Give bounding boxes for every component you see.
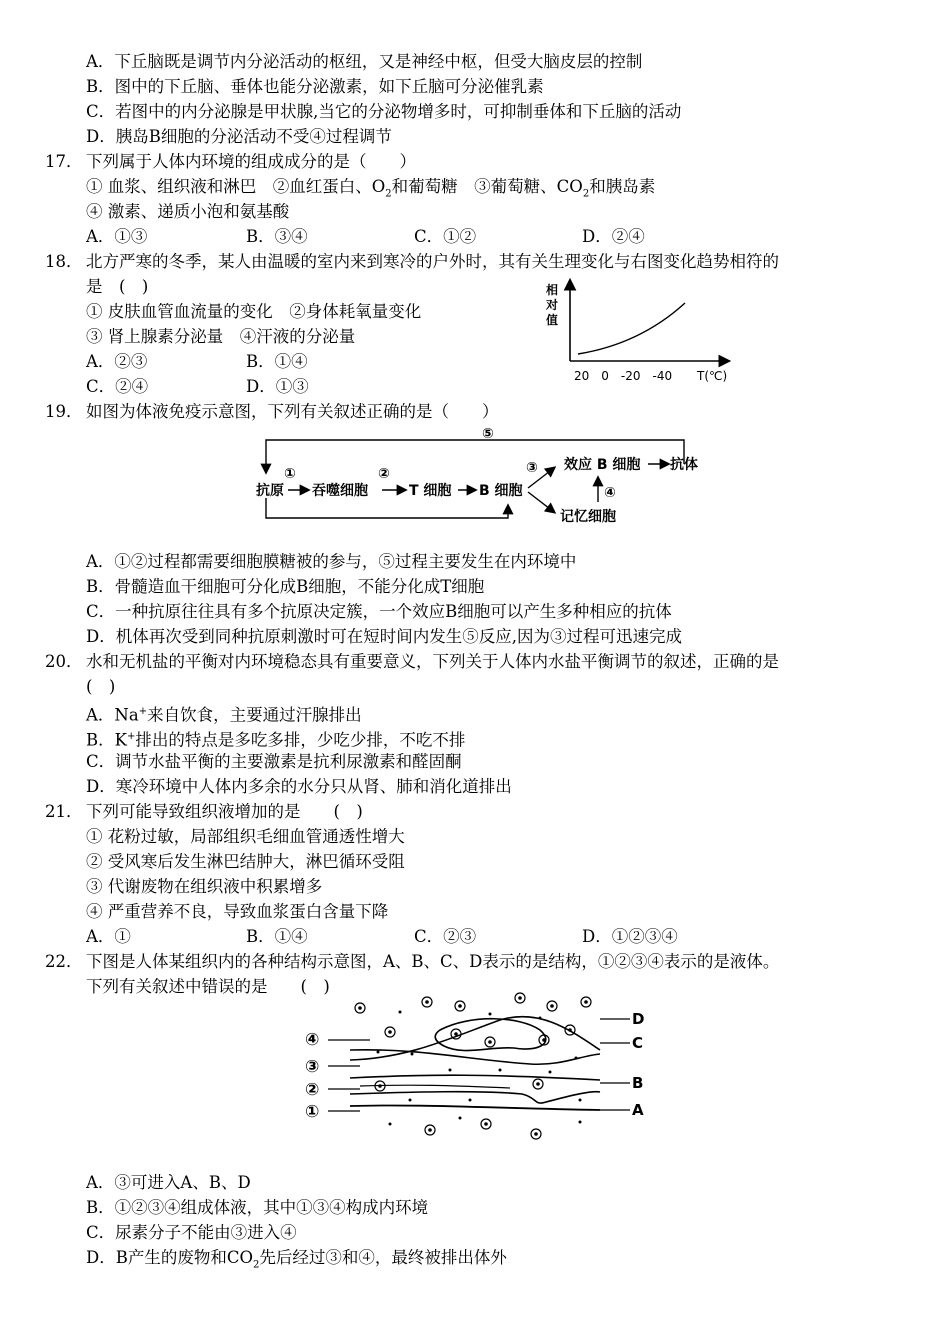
label-structure-c: C [632,1034,644,1052]
q17-stem: 下列属于人体内环境的组成成分的是（ ） [86,152,416,171]
q18-stem-cont: 是 ( ) [86,277,149,296]
label-fluid-2: ② [305,1080,320,1100]
q18-trend-chart [540,276,740,386]
q22-option-c: C．尿素分子不能由③进入④ [86,1223,297,1242]
label-2: ② [378,466,390,482]
blood-cells [355,993,591,1139]
q16-option-c: C．若图中的内分泌腺是甲状腺,当它的分泌物增多时，可抑制垂体和下丘脑的活动 [86,102,682,121]
x-tick-labels: 20 0 -20 -40 [574,369,673,383]
q17-item-1: ① 血浆、组织液和淋巴 ②血红蛋白、$O_2$和葡萄糖 ③葡萄糖、$CO_2$和胰岛素 [86,177,656,200]
node-antigen: 抗原 [256,483,284,499]
node-t-cell: T 细胞 [409,483,452,499]
q22-option-d: D．B产生的废物和$CO_2$先后经过③和④，最终被排出体外 [86,1248,507,1271]
node-memory-cell: 记忆细胞 [560,509,616,525]
q21-number: 21． [45,802,83,821]
label-5: ⑤ [482,426,494,442]
q21-option-d: D．①②③④ [582,927,678,946]
label-fluid-1: ① [305,1102,320,1122]
q19-option-d: D．机体再次受到同种抗原刺激时可在短时间内发生⑤反应,因为③过程可迅速完成 [86,627,682,646]
q20-stem: 水和无机盐的平衡对内环境稳态具有重要意义，下列关于人体内水盐平衡调节的叙述，正确的是 [86,652,779,671]
q21-item-3: ③ 代谢废物在组织液中积累增多 [86,877,323,896]
q18-item-1: ① 皮肤血管血流量的变化 ②身体耗氧量变化 [86,302,422,321]
q16-option-a: A．下丘脑既是调节内分泌活动的枢纽，又是神经中枢，但受大脑皮层的控制 [86,52,643,71]
q17-item-2: ④ 激素、递质小泡和氨基酸 [86,202,290,221]
q18-number: 18． [45,252,83,271]
q16-option-b: B．图中的下丘脑、垂体也能分泌激素，如下丘脑可分泌催乳素 [86,77,544,96]
q21-item-4: ④ 严重营养不良，导致血浆蛋白含量下降 [86,902,389,921]
q17-number: 17． [45,152,83,171]
q17-option-b: B．③④ [246,227,308,246]
q19-immune-diagram [250,424,720,530]
y-label-2: 对 [546,298,559,312]
y-label-1: 相 [546,283,559,297]
q19-option-a: A．①②过程都需要细胞膜糖被的参与，⑤过程主要发生在内环境中 [86,552,577,571]
q18-option-d: D．①③ [246,377,309,396]
q21-item-1: ① 花粉过敏，局部组织毛细血管通透性增大 [86,827,405,846]
q18-option-b: B．①④ [246,352,308,371]
label-fluid-3: ③ [305,1057,320,1077]
q21-stem: 下列可能导致组织液增加的是 ( ) [86,802,363,821]
q22-stem: 下图是人体某组织内的各种结构示意图，A、B、C、D表示的是结构，①②③④表示的是液体。 [86,952,780,971]
q22-option-a: A．③可进入A、B、D [86,1173,251,1192]
q19-stem: 如图为体液免疫示意图，下列有关叙述正确的是（ ） [86,402,499,421]
q17-option-d: D．②④ [582,227,645,246]
lymph-vessel [350,1017,600,1060]
q16-option-d: D．胰岛B细胞的分泌活动不受④过程调节 [86,127,392,146]
label-1: ① [284,466,296,482]
q17-option-a: A．①③ [86,227,148,246]
node-effector-b-cell: 效应 B 细胞 [564,457,641,473]
q19-option-c: C．一种抗原往往具有多个抗原决定簇，一个效应B细胞可以产生多种相应的抗体 [86,602,672,621]
x-axis-label: T(℃) [697,369,728,383]
direct-antigen-line [266,498,508,518]
q17-option-c: C．①② [414,227,477,246]
label-structure-a: A [632,1101,644,1119]
node-b-cell: B 细胞 [479,483,523,499]
q21-option-b: B．①④ [246,927,308,946]
q20-number: 20． [45,652,83,671]
q22-option-b: B．①②③④组成体液，其中①③④构成内环境 [86,1198,429,1217]
q20-option-c: C．调节水盐平衡的主要激素是抗利尿激素和醛固酮 [86,752,462,771]
label-fluid-4: ④ [305,1030,320,1050]
node-phagocyte: 吞噬细胞 [312,483,368,499]
q20-option-b: B．K+排出的特点是多吃多排，少吃少排，不吃不排 [86,730,466,750]
q19-number: 19． [45,402,83,421]
q21-option-a: A．① [86,927,131,946]
q22-tissue-diagram [300,990,660,1150]
q18-option-c: C．②④ [86,377,149,396]
label-structure-d: D [632,1010,645,1028]
q19-option-b: B．骨髓造血干细胞可分化成B细胞，不能分化成T细胞 [86,577,485,596]
label-3: ③ [526,460,538,476]
q20-option-a: A．Na+来自饮食，主要通过汗腺排出 [86,705,362,725]
label-4: ④ [604,485,616,501]
tissue-cell-boundary [350,1075,600,1080]
capillary-wall [350,1105,600,1110]
q22-number: 22． [45,952,83,971]
q18-stem: 北方严寒的冬季，某人由温暖的室内来到寒冷的户外时，其有关生理变化与右图变化趋势相符的 [86,252,779,271]
y-label-3: 值 [546,313,559,327]
q21-option-c: C．②③ [414,927,477,946]
arrow-3-down [528,492,554,512]
q20-stem-cont: ( ) [86,677,116,696]
q21-item-2: ② 受风寒后发生淋巴结肿大，淋巴循环受阻 [86,852,405,871]
node-antibody: 抗体 [670,457,698,473]
trend-curve [578,303,685,354]
q20-option-d: D．寒冷环境中人体内多余的水分只从肾、肺和消化道排出 [86,777,512,796]
q18-item-2: ③ 肾上腺素分泌量 ④汗液的分泌量 [86,327,356,346]
q22-stem-cont: 下列有关叙述中错误的是 ( ) [86,977,330,996]
label-structure-b: B [632,1074,644,1092]
q18-option-a: A．②③ [86,352,148,371]
